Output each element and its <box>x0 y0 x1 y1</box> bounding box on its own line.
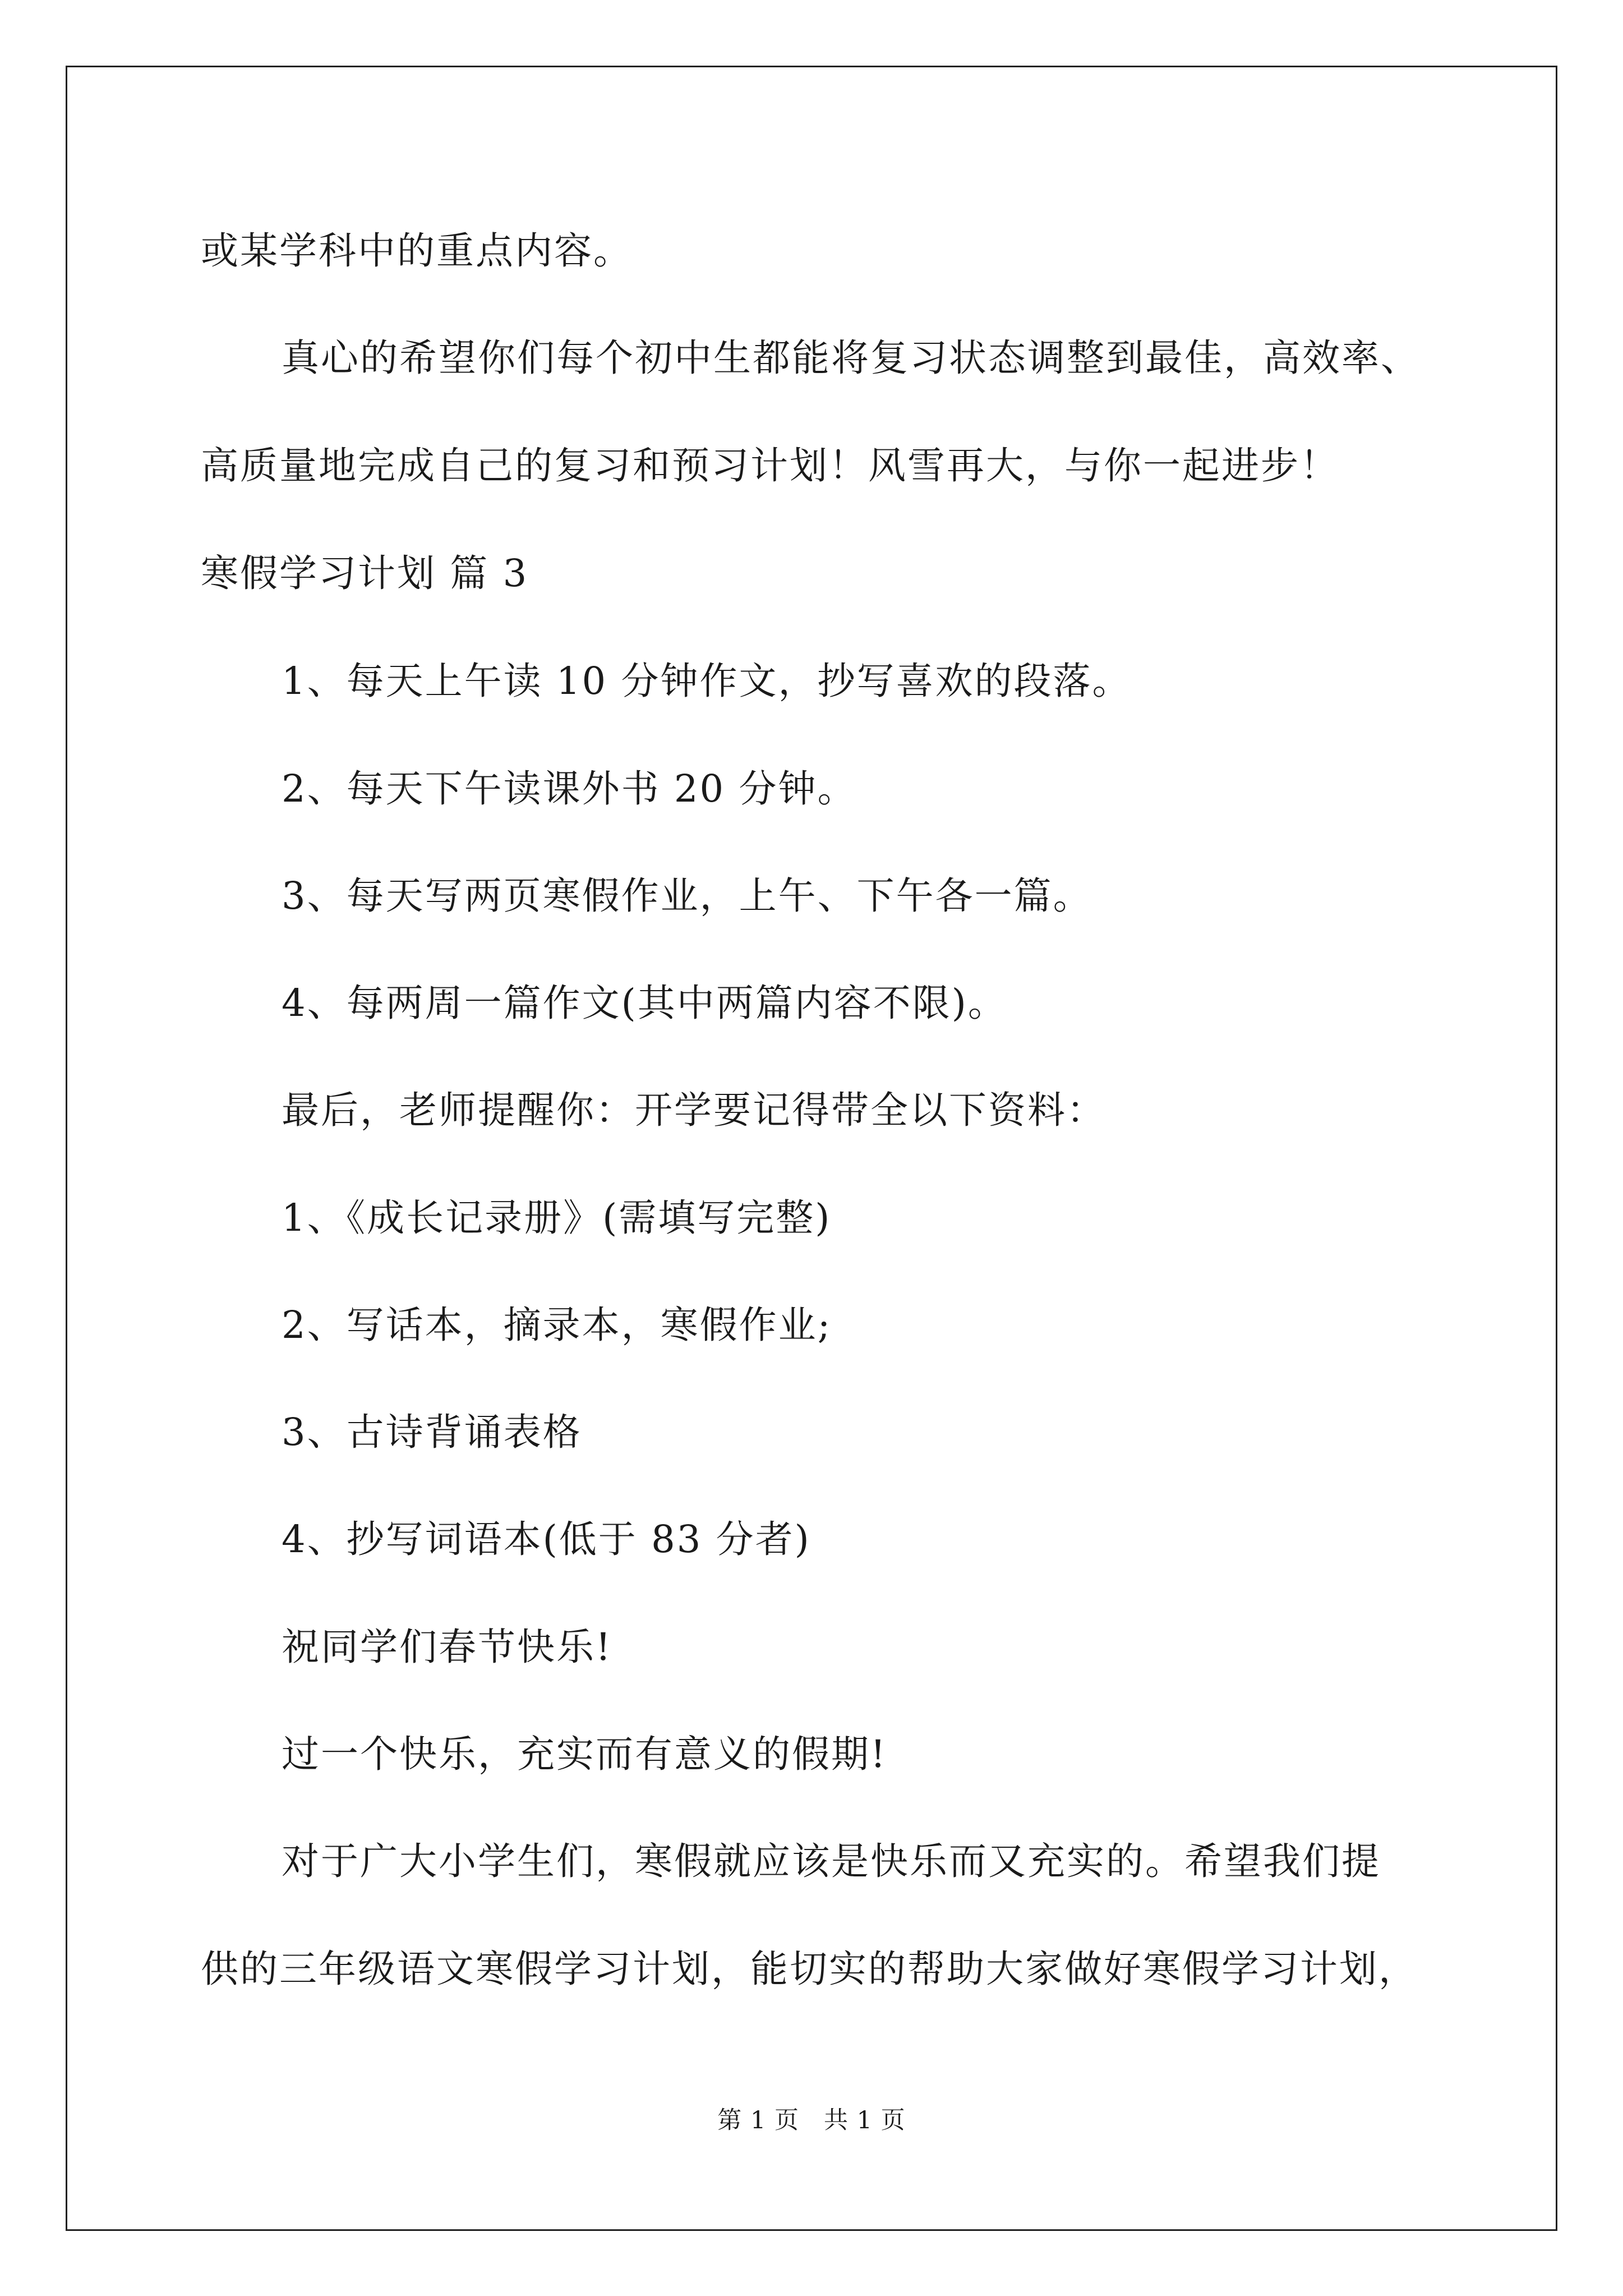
text-line-6: 2、每天下午读课外书 20 分钟。 <box>282 767 857 811</box>
text-line-10: 1、《成长记录册》(需填写完整) <box>282 1196 832 1240</box>
page-border <box>66 66 1557 2231</box>
text-line-9: 最后，老师提醒你：开学要记得带全以下资料： <box>282 1088 1106 1132</box>
text-line-7: 3、每天写两页寒假作业，上午、下午各一篇。 <box>282 874 1092 918</box>
text-line-15: 过一个快乐，充实而有意义的假期! <box>282 1732 887 1776</box>
text-line-14: 祝同学们春节快乐! <box>282 1625 612 1669</box>
text-line-1: 或某学科中的重点内容。 <box>201 229 633 273</box>
text-line-12: 3、古诗背诵表格 <box>282 1410 582 1454</box>
text-line-5: 1、每天上午读 10 分钟作文，抄写喜欢的段落。 <box>282 659 1132 703</box>
text-line-13: 4、抄写词语本(低于 83 分者) <box>282 1517 811 1561</box>
text-line-3: 高质量地完成自己的复习和预习计划！风雪再大，与你一起进步！ <box>201 444 1339 487</box>
text-line-2: 真心的希望你们每个初中生都能将复习状态调整到最佳，高效率、 <box>282 336 1420 380</box>
text-line-17: 供的三年级语文寒假学习计划，能切实的帮助大家做好寒假学习计划， <box>201 1947 1418 1991</box>
section-heading: 寒假学习计划 篇 3 <box>201 551 529 595</box>
text-line-8: 4、每两周一篇作文(其中两篇内容不限)。 <box>282 981 1007 1025</box>
text-line-16: 对于广大小学生们，寒假就应该是快乐而又充实的。希望我们提 <box>282 1839 1381 1883</box>
page-footer: 第 1 页 共 1 页 <box>717 2106 906 2134</box>
text-line-11: 2、写话本，摘录本，寒假作业; <box>282 1303 832 1347</box>
